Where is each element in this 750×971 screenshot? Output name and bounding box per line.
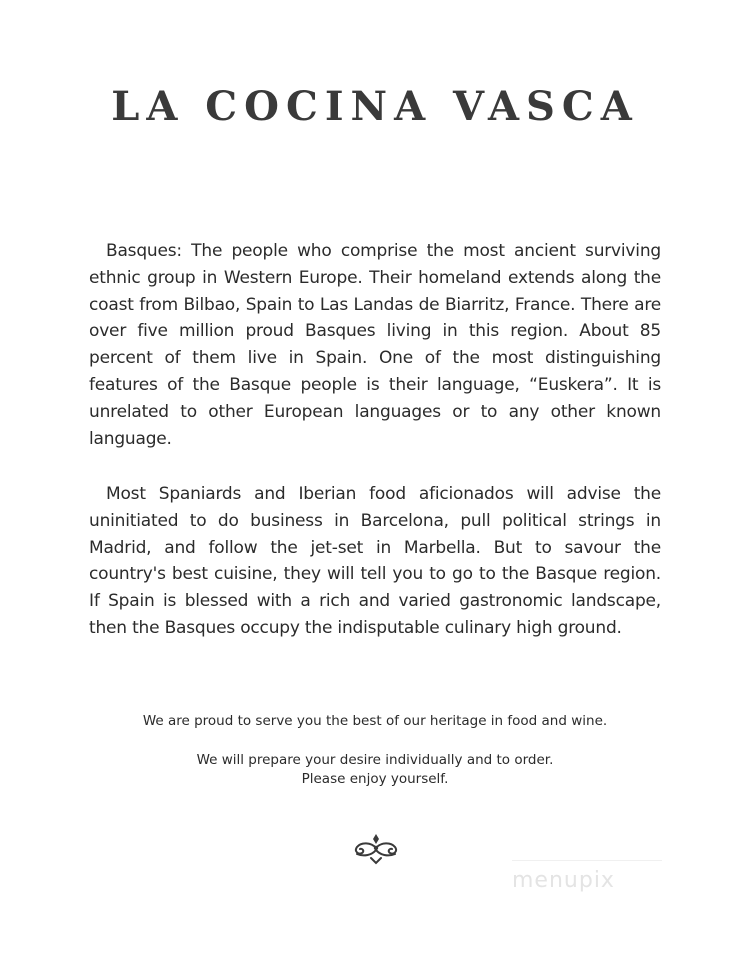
flourish-icon (347, 832, 405, 866)
closing-note-block (0, 751, 750, 789)
intro-paragraph-basques: Basques: The people who comprise the most ancient surviving ethnic group in Western Europe. Their homeland extends along the coast from Bilbao, Spain to Las Landas de Biarritz, France. There are over five million proud Basques living in this region. About 85 percent of them live in Spain. One of the most distinguishing features of the Basque people is their language, “Euskera”. It is unrelated to other European languages or to any other known language. (89, 241, 661, 449)
closing-note-enjoy: Please enjoy yourself. (301, 771, 449, 787)
page-title: LA COCINA VASCA (111, 83, 639, 130)
watermark-logo: menupix (512, 868, 615, 893)
closing-note-heritage: We are proud to serve you the best of our heritage in food and wine. (142, 713, 608, 729)
closing-note-prepare: We will prepare your desire individually and to order. (196, 752, 554, 768)
watermark-rule (512, 860, 662, 861)
intro-paragraph-cuisine: Most Spaniards and Iberian food aficionados will advise the uninitiated to do business in Barcelona, pull political strings in Madrid, and follow the jet-set in Marbella. But to savour the country's best cuisine, they will tell you to go to the Basque region. If Spain is blessed with a rich and varied gastronomic landscape, then the Basques occupy the indisputable culinary high ground. (89, 484, 661, 638)
